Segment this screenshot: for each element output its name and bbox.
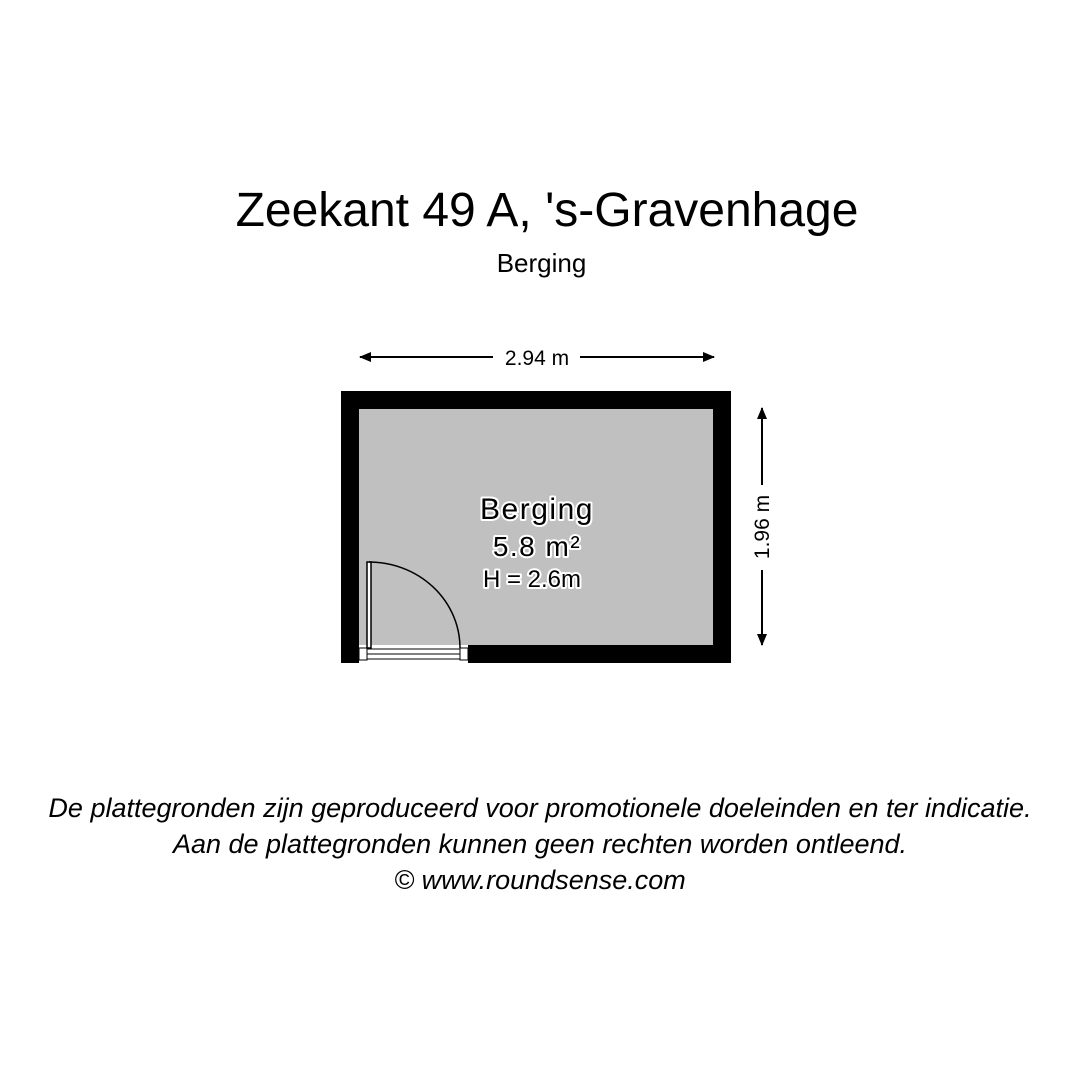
- copyright-line: © www.roundsense.com: [394, 865, 686, 895]
- page-title: Zeekant 49 A, 's-Gravenhage: [235, 184, 859, 237]
- room-area: 5.8 m²: [492, 531, 582, 562]
- page-subtitle: Berging: [496, 248, 587, 278]
- wall-top: [341, 391, 731, 409]
- width-dimension-label: 2.94 m: [504, 347, 570, 370]
- wall-bottom: [468, 645, 731, 663]
- width-dimension: [360, 347, 714, 370]
- disclaimer: [0, 790, 1080, 898]
- room-name: Berging: [480, 493, 594, 526]
- room-berging: [341, 391, 731, 663]
- wall-right: [713, 391, 731, 663]
- room-ceiling-height: H = 2.6m: [482, 566, 582, 593]
- disclaimer-line-1: De plattegronden zijn geproduceerd voor promotionele doeleinden en ter indicatie.: [48, 793, 1032, 823]
- height-dimension: [751, 408, 774, 645]
- height-dimension-label: 1.96 m: [751, 494, 774, 560]
- disclaimer-line-2: Aan de plattegronden kunnen geen rechten worden ontleend.: [172, 829, 908, 859]
- door-leaf: [367, 562, 371, 648]
- door-threshold: [359, 645, 468, 663]
- wall-left: [341, 391, 359, 663]
- room-floor: [359, 408, 714, 645]
